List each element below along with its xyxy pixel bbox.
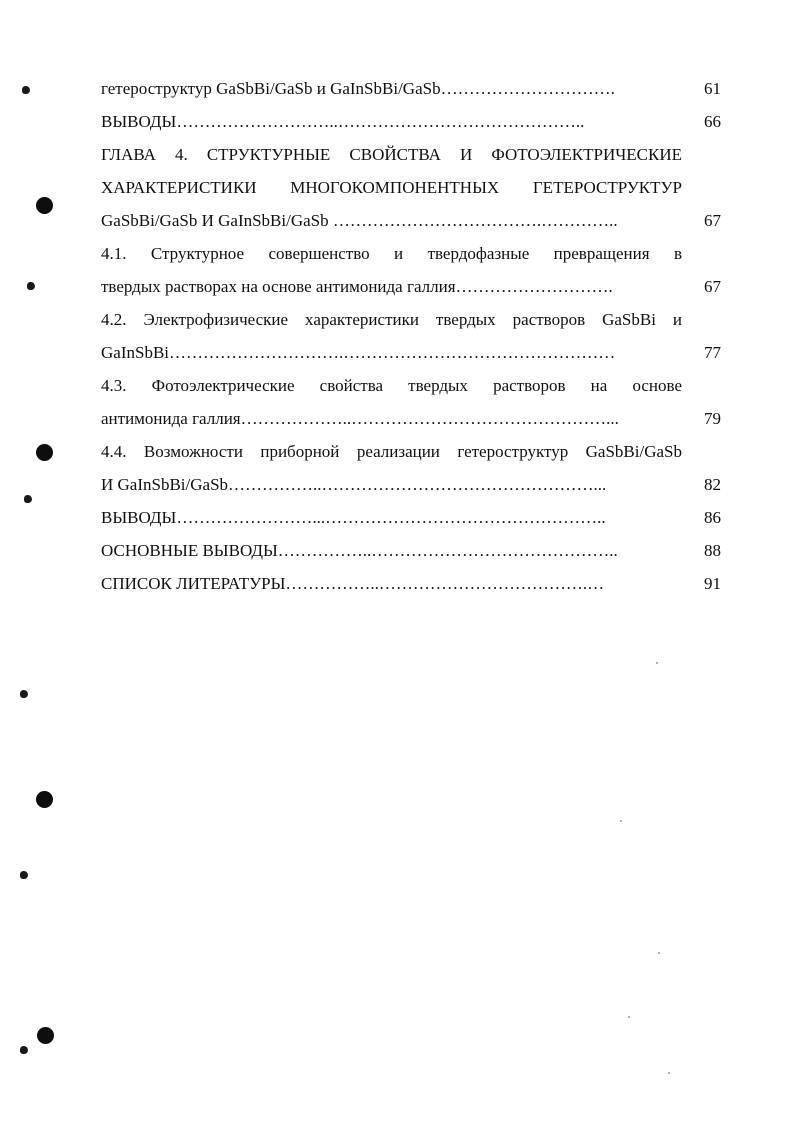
toc-entry-text: ГЛАВА 4. СТРУКТУРНЫЕ СВОЙСТВА И ФОТОЭЛЕКТРИЧЕСКИЕ <box>101 145 682 164</box>
toc-entry-text: гетероструктур GaSbBi/GaSb и GaInSbBi/GaSb…………………………. <box>101 79 615 98</box>
toc-chapter-heading <box>101 141 721 174</box>
scan-speck <box>22 86 30 94</box>
toc-page-number: 67 <box>704 277 721 296</box>
punch-hole <box>37 1027 54 1044</box>
toc-page-number: 66 <box>704 112 721 131</box>
toc-entry <box>101 339 721 372</box>
scan-speck <box>20 690 28 698</box>
toc-entry <box>101 108 721 141</box>
toc-entry-text: И GaInSbBi/GaSb……………..…………………………………………... <box>101 475 607 494</box>
toc-entry <box>101 504 721 537</box>
scan-dot <box>620 820 622 822</box>
toc-entry-text: 4.4. Возможности приборной реализации гетероструктур GaSbBi/GaSb <box>101 442 682 461</box>
scan-speck <box>27 282 35 290</box>
toc-chapter-heading <box>101 174 721 207</box>
toc-entry-text: ХАРАКТЕРИСТИКИ МНОГОКОМПОНЕНТНЫХ ГЕТЕРОСТРУКТУР <box>101 178 682 197</box>
scan-dot <box>628 1016 630 1018</box>
toc-entry-text: ВЫВОДЫ………………………..…………………………………….. <box>101 112 585 131</box>
toc-entry <box>101 570 721 603</box>
toc-entry <box>101 405 721 438</box>
toc-section-title <box>101 438 721 471</box>
toc-entry-text: ВЫВОДЫ……………………...………………………………………….. <box>101 508 606 527</box>
table-of-contents <box>101 75 721 603</box>
toc-entry <box>101 273 721 306</box>
toc-entry <box>101 75 721 108</box>
toc-entry <box>101 207 721 240</box>
toc-entry-text: 4.1. Структурное совершенство и твердофазные превращения в <box>101 244 682 263</box>
punch-hole <box>36 444 53 461</box>
toc-page-number: 79 <box>704 409 721 428</box>
toc-entry-text: GaSbBi/GaSb И GaInSbBi/GaSb ……………………………….………….. <box>101 211 618 230</box>
toc-section-title <box>101 306 721 339</box>
toc-page-number: 61 <box>704 79 721 98</box>
scan-dot <box>668 1072 670 1074</box>
toc-entry-text: антимонида галлия………………..………………………………………... <box>101 409 619 428</box>
toc-page-number: 77 <box>704 343 721 362</box>
toc-entry-text: 4.3. Фотоэлектрические свойства твердых растворов на основе <box>101 376 682 395</box>
scan-speck <box>20 871 28 879</box>
toc-page-number: 88 <box>704 541 721 560</box>
toc-entry-text: ОСНОВНЫЕ ВЫВОДЫ……………..…………………………………….. <box>101 541 618 560</box>
scan-dot <box>658 952 660 954</box>
toc-page-number: 67 <box>704 211 721 230</box>
toc-page-number: 86 <box>704 508 721 527</box>
toc-section-title <box>101 372 721 405</box>
toc-entry <box>101 471 721 504</box>
toc-entry-text: твердых растворах на основе антимонида галлия………………………. <box>101 277 613 296</box>
scan-speck <box>24 495 32 503</box>
punch-hole <box>36 197 53 214</box>
scan-speck <box>20 1046 28 1054</box>
scan-dot <box>656 662 658 664</box>
punch-hole <box>36 791 53 808</box>
toc-page-number: 91 <box>704 574 721 593</box>
toc-entry-text: 4.2. Электрофизические характеристики твердых растворов GaSbBi и <box>101 310 682 329</box>
toc-entry-text: GaInSbBi………………………….………………………………………… <box>101 343 616 362</box>
toc-entry-text: СПИСОК ЛИТЕРАТУРЫ……………..……………………………….… <box>101 574 605 593</box>
toc-page-number: 82 <box>704 475 721 494</box>
toc-section-title <box>101 240 721 273</box>
toc-entry <box>101 537 721 570</box>
